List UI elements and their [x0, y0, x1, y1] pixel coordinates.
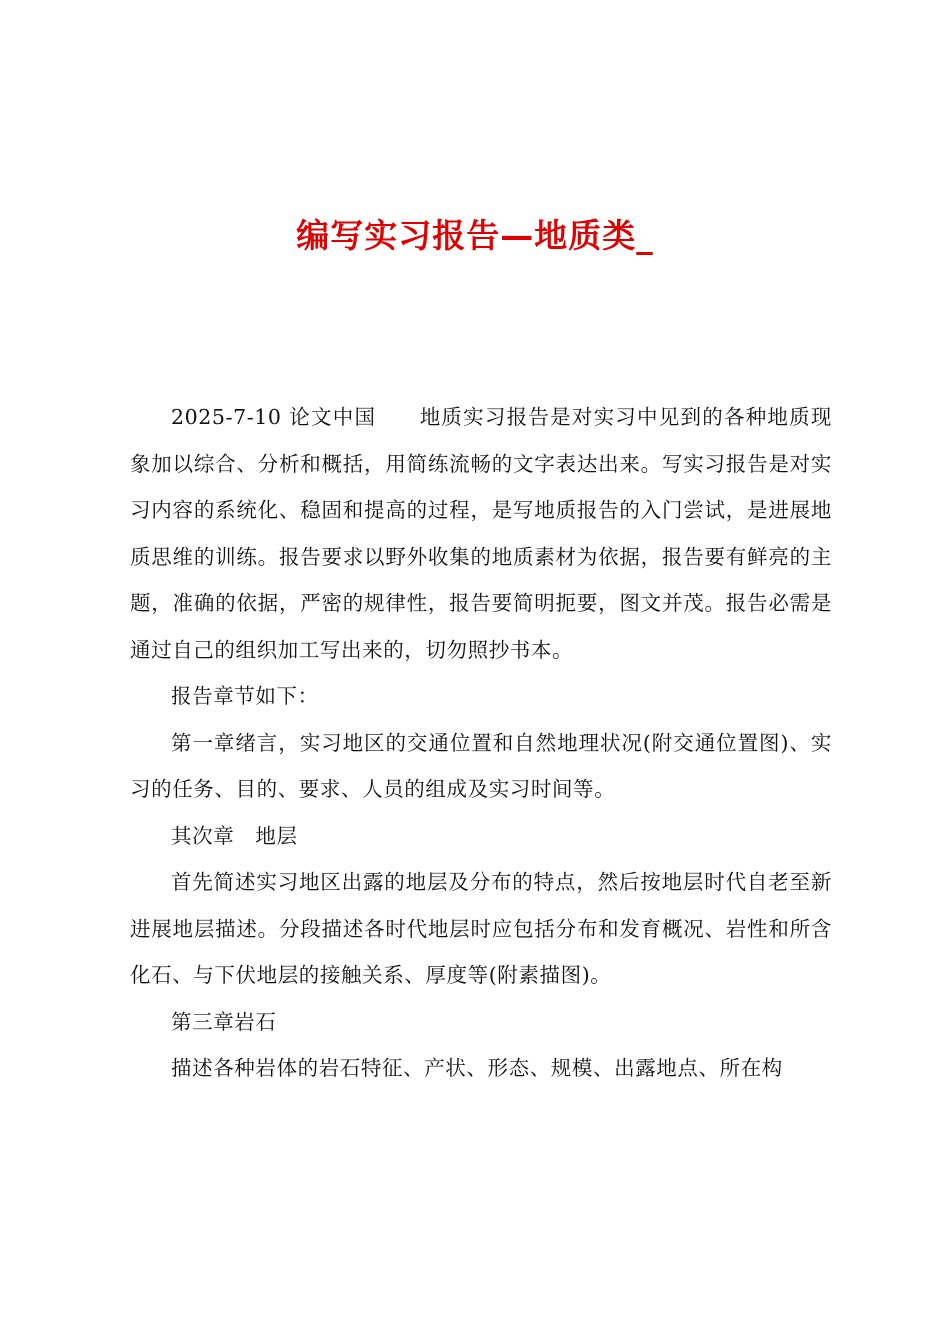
paragraph-chapters-heading: 报告章节如下：	[171, 684, 319, 708]
paragraph-chapter-one: 第一章绪言，实习地区的交通位置和自然地理状况(附交通位置图)、实习的任务、目的、要求、人员的组成及实习时间等。	[130, 730, 832, 801]
paragraph-chapter-two-body: 首先简述实习地区出露的地层及分布的特点，然后按地层时代自老至新进展地层描述。分段描述各时代地层时应包括分布和发育概况、岩性和所含化石、与下伏地层的接触关系、厚度等(附素描图)。	[130, 870, 832, 987]
paragraph-chapter-three-body: 描述各种岩体的岩石特征、产状、形态、规模、出露地点、所在构	[171, 1056, 783, 1080]
paragraph-intro: 2025-7-10 论文中国 地质实习报告是对实习中见到的各种地质现象加以综合、分析和概括，用简练流畅的文字表达出来。写实习报告是对实习内容的系统化、稳固和提高的过程，是写地质报告的入门尝试，是进展地质思维的训练。报告要求以野外收集的地质素材为依据，报告要有鲜亮的主题，准确的依据，严密的规律性，报告要简明扼要，图文并茂。报告必需是通过自己的组织加工写出来的，切勿照抄书本。	[130, 405, 832, 662]
document-body	[130, 394, 832, 1092]
paragraph-chapter-two-heading: 其次章 地层	[171, 823, 298, 848]
document-title: 编写实习报告—地质类_	[296, 216, 654, 255]
paragraph-chapter-three-heading: 第三章岩石	[171, 1009, 277, 1034]
